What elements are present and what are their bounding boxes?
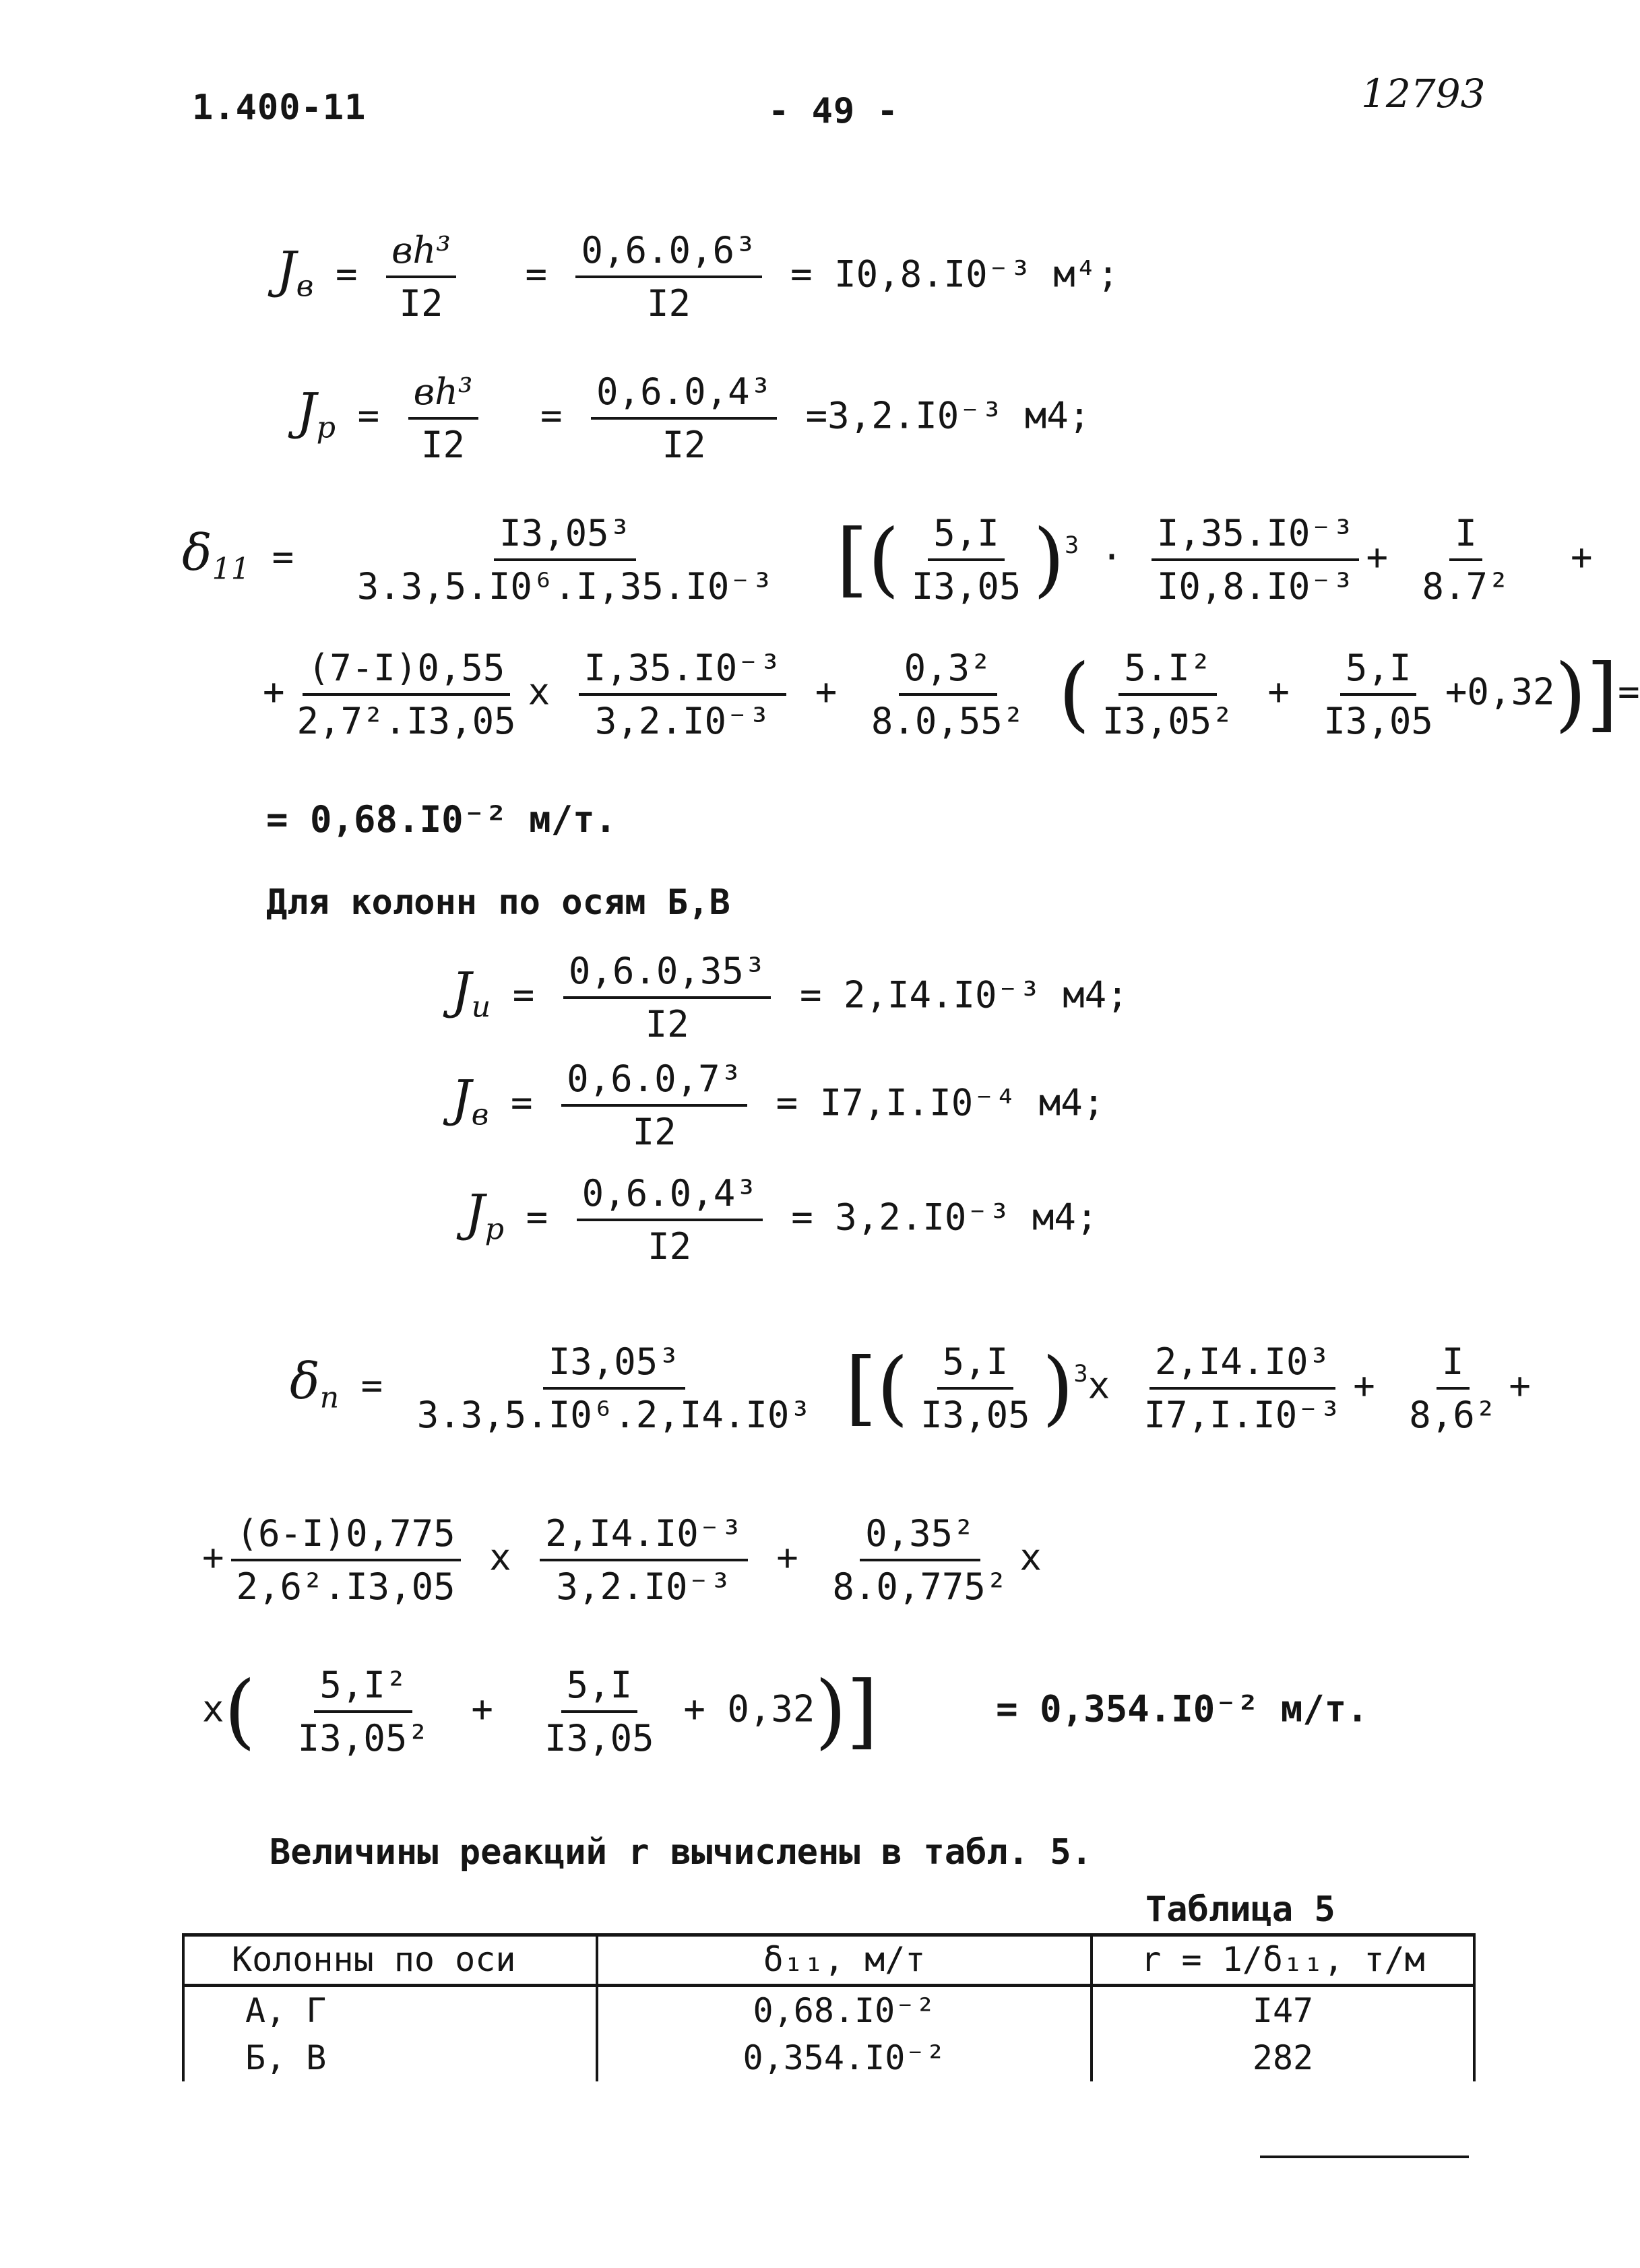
- delta11-ratio: $\frac{5,I}{I3,05}$: [911, 512, 1021, 608]
- jp-result: =3,2.I0⁻³ м4;: [805, 394, 1091, 437]
- reactions-text: Величины реакций r вычислены в табл. 5.: [270, 1832, 1092, 1873]
- cell-reaction: 282: [1092, 2034, 1474, 2081]
- deltan-l3-frac1: $\frac{\text{5,I²}}{\text{I3,05²}}$: [297, 1664, 429, 1759]
- formula-deltan-line1: $\delta_п$ = $\frac{\text{I3,05³}}{\text{3.3,5.I0⁶.2,I4.I0³}}$ [( $\frac{5,I}{I3,05}$ )$^3$x $\frac{\text{2,I4.I0³}}{\text{I7,I.I0⁻³}}$ + $\frac{I}{\text{8,6²}}$ +: [290, 1340, 1531, 1436]
- delta11-l2-frac1: $\frac{(7-I)0,55}{\text{2,7².I3,05}}$: [296, 647, 516, 742]
- formula-jp-bv: $J_p$ = $\frac{\text{0,6.0,4³}}{I2}$ = 3,2.I0⁻³ м4;: [465, 1172, 1098, 1268]
- cell-delta: 0,354.I0⁻²: [597, 2034, 1092, 2081]
- formula-jv: $J_в$ = $\frac{\text{0,6.0,7³}}{I2}$ = I7,I.I0⁻⁴ м4;: [451, 1058, 1105, 1153]
- deltan-result: = 0,354.I0⁻² м/т.: [996, 1687, 1368, 1730]
- col-header-delta: δ₁₁, м/т: [597, 1935, 1092, 1986]
- jp-bv-symbol: $J_p$: [465, 1184, 505, 1246]
- deltan-main-frac: $\frac{\text{I3,05³}}{\text{3.3,5.I0⁶.2,I4.I0³}}$: [416, 1340, 811, 1436]
- archive-number: 12793: [1361, 71, 1486, 117]
- col-header-reaction: r = 1/δ₁₁, т/м: [1092, 1935, 1474, 1986]
- formula-delta11-line2: + $\frac{(7-I)0,55}{\text{2,7².I3,05}}$ x $\frac{\text{I,35.I0⁻³}}{\text{3,2.I0⁻³}}$ + $\frac{\text{0,3²}}{\text{8.0,55²}}$ ( $\frac{\text{5.I²}}{\text{I3,05²}}$ + $\frac{5,I}{I3,05}$ +0,32)]=: [263, 647, 1640, 742]
- formula-jb: $J_в$ = $\frac{\text{вh³}}{I2}$ = $\frac{\text{0,6.0,6³}}{I2}$ = I0,8.I0⁻³ м⁴;: [276, 229, 1119, 325]
- delta11-l2-frac4: $\frac{\text{5.I²}}{\text{I3,05²}}$: [1102, 647, 1234, 742]
- formula-deltan-line3: x( $\frac{\text{5,I²}}{\text{I3,05²}}$ + $\frac{5,I}{I3,05}$ + 0,32)] = 0,354.I0⁻² м/т.: [202, 1664, 1368, 1759]
- delta11-l2-frac5: $\frac{5,I}{I3,05}$: [1323, 647, 1433, 742]
- jv-frac: $\frac{\text{0,6.0,7³}}{I2}$: [561, 1058, 747, 1153]
- jp-frac-numeric: $\frac{\text{0,6.0,4³}}{I2}$: [591, 370, 777, 466]
- table-header-row: [183, 1935, 1474, 1986]
- formula-deltan-line2: + $\frac{(6-I)0,775}{\text{2,6².I3,05}}$ x $\frac{\text{2,I4.I0⁻³}}{\text{3,2.I0⁻³}}$ + $\frac{\text{0,35²}}{\text{8.0,775²}}$ x: [202, 1512, 1042, 1608]
- delta11-l2-frac2: $\frac{\text{I,35.I0⁻³}}{\text{3,2.I0⁻³}}$: [579, 647, 787, 742]
- delta11-inertia-ratio: $\frac{\text{I,35.I0⁻³}}{\text{I0,8.I0⁻³}}$: [1152, 512, 1360, 608]
- cell-reaction: I47: [1092, 1985, 1474, 2034]
- section-heading-bv: Для колонн по осям Б,В: [266, 882, 730, 923]
- jp-symbol: $J_p$: [296, 382, 336, 445]
- cell-delta: 0,68.I0⁻²: [597, 1985, 1092, 2034]
- ju-result: = 2,I4.I0⁻³ м4;: [799, 973, 1129, 1016]
- deltan-l2-frac1: $\frac{(6-I)0,775}{\text{2,6².I3,05}}$: [231, 1512, 461, 1608]
- ju-frac: $\frac{\text{0,6.0,35³}}{I2}$: [563, 950, 771, 1045]
- delta11-symbol: $\delta_{11}$: [182, 523, 251, 586]
- table-caption: Таблица 5: [1145, 1889, 1335, 1930]
- page-number: - 49 -: [768, 91, 899, 131]
- deltan-term3: $\frac{I}{\text{8,6²}}$: [1409, 1340, 1497, 1436]
- deltan-l2-frac3: $\frac{\text{0,35²}}{\text{8.0,775²}}$: [832, 1512, 1008, 1608]
- formula-ju: $J_u$ = $\frac{\text{0,6.0,35³}}{I2}$ = 2,I4.I0⁻³ м4;: [451, 950, 1129, 1045]
- deltan-l3-frac2: $\frac{5,I}{I3,05}$: [544, 1664, 654, 1759]
- delta11-main-frac: $\frac{\text{I3,05³}}{\text{3.3,5.I0⁶.I,35.I0⁻³}}$: [356, 512, 774, 608]
- ju-symbol: $J_u$: [451, 961, 491, 1024]
- jb-result: = I0,8.I0⁻³ м⁴;: [790, 253, 1119, 296]
- table-5: [182, 1933, 1476, 2081]
- table-row: [183, 1985, 1474, 2034]
- jp-bv-frac: $\frac{\text{0,6.0,4³}}{I2}$: [577, 1172, 763, 1268]
- deltan-l2-frac2: $\frac{\text{2,I4.I0⁻³}}{\text{3,2.I0⁻³}}$: [540, 1512, 748, 1608]
- delta11-l2-frac3: $\frac{\text{0,3²}}{\text{8.0,55²}}$: [871, 647, 1025, 742]
- table-bottom-stub: [1260, 2156, 1469, 2158]
- delta11-term3: $\frac{I}{\text{8.7²}}$: [1422, 512, 1510, 608]
- delta11-result: = 0,68.I0⁻² м/т.: [266, 798, 617, 841]
- formula-delta11-line1: $\delta_{11}$ = $\frac{\text{I3,05³}}{\text{3.3,5.I0⁶.I,35.I0⁻³}}$ [( $\frac{5,I}{I3,05}$ )$^3$ · $\frac{\text{I,35.I0⁻³}}{\text{I0,8.I0⁻³}}$ + $\frac{I}{\text{8.7²}}$ +: [182, 512, 1593, 608]
- document-code: 1.400-11: [192, 88, 367, 128]
- deltan-inertia-ratio: $\frac{\text{2,I4.I0³}}{\text{I7,I.I0⁻³}}$: [1143, 1340, 1342, 1436]
- jv-symbol: $J_в$: [451, 1069, 489, 1132]
- jb-frac-numeric: $\frac{\text{0,6.0,6³}}{I2}$: [575, 229, 761, 325]
- jb-symbol: $J_в$: [276, 240, 314, 303]
- cell-axes: А, Г: [183, 1985, 597, 2034]
- deltan-ratio: $\frac{5,I}{I3,05}$: [920, 1340, 1030, 1436]
- table-row: [183, 2034, 1474, 2081]
- formula-jp: $J_p$ = $\frac{\text{вh³}}{I2}$ = $\frac{\text{0,6.0,4³}}{I2}$ =3,2.I0⁻³ м4;: [296, 370, 1091, 466]
- jp-bv-result: = 3,2.I0⁻³ м4;: [791, 1196, 1098, 1239]
- jp-frac-symbolic: $\frac{\text{вh³}}{I2}$: [408, 370, 478, 466]
- cell-axes: Б, В: [183, 2034, 597, 2081]
- jv-result: = I7,I.I0⁻⁴ м4;: [776, 1081, 1105, 1124]
- col-header-columns: Колонны по оси: [183, 1935, 597, 1986]
- jb-frac-symbolic: $\frac{\text{вh³}}{I2}$: [386, 229, 456, 325]
- deltan-symbol: $\delta_п$: [290, 1352, 340, 1415]
